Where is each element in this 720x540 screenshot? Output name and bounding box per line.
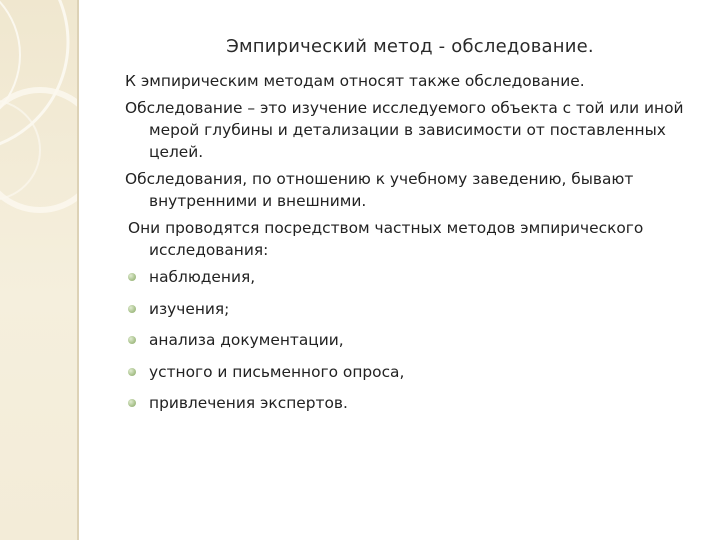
methods-list <box>125 266 700 414</box>
decorative-rings-icon <box>0 0 79 540</box>
list-item <box>125 266 700 288</box>
list-item-text: изучения; <box>149 299 230 318</box>
bullet-icon <box>128 336 136 344</box>
bullet-icon <box>128 399 136 407</box>
list-item <box>125 298 700 320</box>
paragraph-methods: Они проводятся посредством частных методов эмпирического исследования: <box>128 219 644 259</box>
bullet-icon <box>128 305 136 313</box>
paragraph-types: Обследования, по отношению к учебному заведению, бывают внутренними и внешними. <box>125 170 634 210</box>
decorative-side-band <box>0 0 79 540</box>
bullet-icon <box>128 368 136 376</box>
paragraph-intro: К эмпирическим методам относят также обследование. <box>125 72 585 90</box>
slide-title: Эмпирический метод - обследование. <box>226 36 594 57</box>
paragraph-definition: Обследование – это изучение исследуемого объекта с той или иной мерой глубины и детализации в зависимости от поставленных целей. <box>125 99 684 161</box>
list-item <box>125 392 700 414</box>
list-item-text: анализа документации, <box>149 331 344 349</box>
list-item-text: привлечения экспертов. <box>149 394 348 412</box>
side-band-edge <box>77 0 79 540</box>
list-item-text: наблюдения, <box>149 268 256 286</box>
bullet-icon <box>128 273 136 281</box>
list-item <box>125 361 700 383</box>
list-item-text: устного и письменного опроса, <box>149 362 405 381</box>
slide-body <box>125 70 700 424</box>
list-item <box>125 329 700 351</box>
